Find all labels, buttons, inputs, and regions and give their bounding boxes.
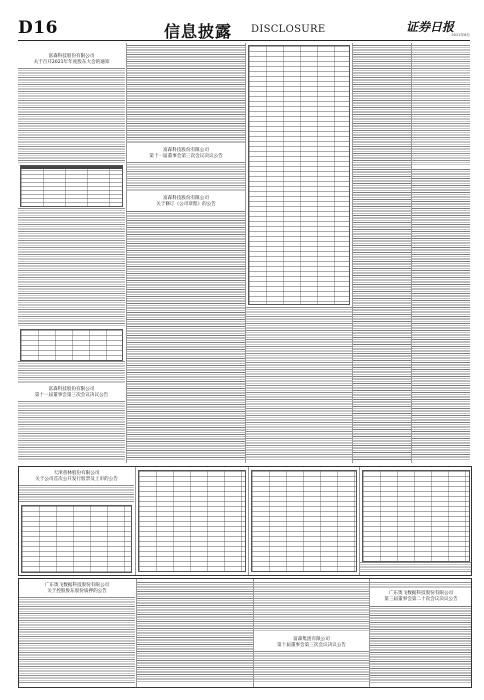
column-3 xyxy=(245,43,352,463)
data-table xyxy=(20,165,123,207)
newspaper-logo: 证券日报 xyxy=(405,20,454,34)
column-2 xyxy=(135,467,248,575)
body-text xyxy=(370,582,472,588)
announcement-title: 富森集团有限公司 第十届董事会第三次会议决议公告 xyxy=(277,637,346,648)
data-table xyxy=(21,505,132,573)
body-text xyxy=(127,162,245,192)
body-text xyxy=(19,597,135,683)
announcement-title: 富森科技股份有限公司 关于召开2021年年度股东大会的通知 xyxy=(33,54,110,65)
column-1 xyxy=(19,579,135,687)
section-title-en: DISCLOSURE xyxy=(251,24,326,35)
data-table xyxy=(20,329,123,361)
top-section xyxy=(18,43,470,463)
body-text xyxy=(360,562,472,572)
data-table xyxy=(248,45,350,305)
body-text xyxy=(254,582,369,632)
announcement-title: 广东奥飞数据科技股份有限公司 第三届董事会第二十次会议决议公告 xyxy=(384,591,458,602)
middle-section xyxy=(18,466,472,576)
masthead-rule xyxy=(18,40,470,41)
body-text xyxy=(370,606,472,683)
column-2 xyxy=(136,579,253,687)
body-text xyxy=(18,68,125,163)
column-4 xyxy=(369,579,472,687)
column-4 xyxy=(352,43,411,463)
column-2 xyxy=(126,43,245,463)
issue-date: 2021年6月 xyxy=(451,33,470,37)
masthead xyxy=(18,18,470,40)
column-3 xyxy=(248,467,359,575)
body-text xyxy=(137,582,253,683)
body-text xyxy=(19,485,134,503)
body-text xyxy=(18,401,125,461)
announcement-title: 富森科技股份有限公司 第十一届董事会第三次会议决议公告 xyxy=(149,148,223,159)
announcement-title: 富森科技股份有限公司 关于修订《公司章程》的公告 xyxy=(156,196,216,207)
body-text xyxy=(18,361,125,383)
body-text xyxy=(246,307,352,461)
page-number: D16 xyxy=(18,18,58,38)
body-text xyxy=(412,45,470,165)
body-text xyxy=(353,45,411,461)
column-4 xyxy=(359,467,472,575)
body-text xyxy=(127,45,245,143)
announcement-title: 广东奥飞数据科技股份有限公司 关于控股股东股份质押的公告 xyxy=(44,583,110,594)
data-table xyxy=(362,470,470,562)
announcement-title: 天津普林股份有限公司 关于公司首次公开发行股票及上市的公告 xyxy=(35,471,118,482)
column-1 xyxy=(19,467,134,575)
body-text xyxy=(254,651,369,683)
body-text xyxy=(412,169,470,461)
announcement-title: 富森科技股份有限公司 第十一届董事会第三次会议决议公告 xyxy=(34,387,109,398)
body-text xyxy=(127,211,245,461)
column-5 xyxy=(411,43,470,463)
data-table xyxy=(251,470,357,572)
column-3 xyxy=(253,579,369,687)
bottom-section xyxy=(18,578,472,688)
data-table xyxy=(138,470,246,572)
column-1 xyxy=(18,43,125,463)
body-text xyxy=(18,208,125,326)
section-title: 信息披露 xyxy=(164,22,233,41)
